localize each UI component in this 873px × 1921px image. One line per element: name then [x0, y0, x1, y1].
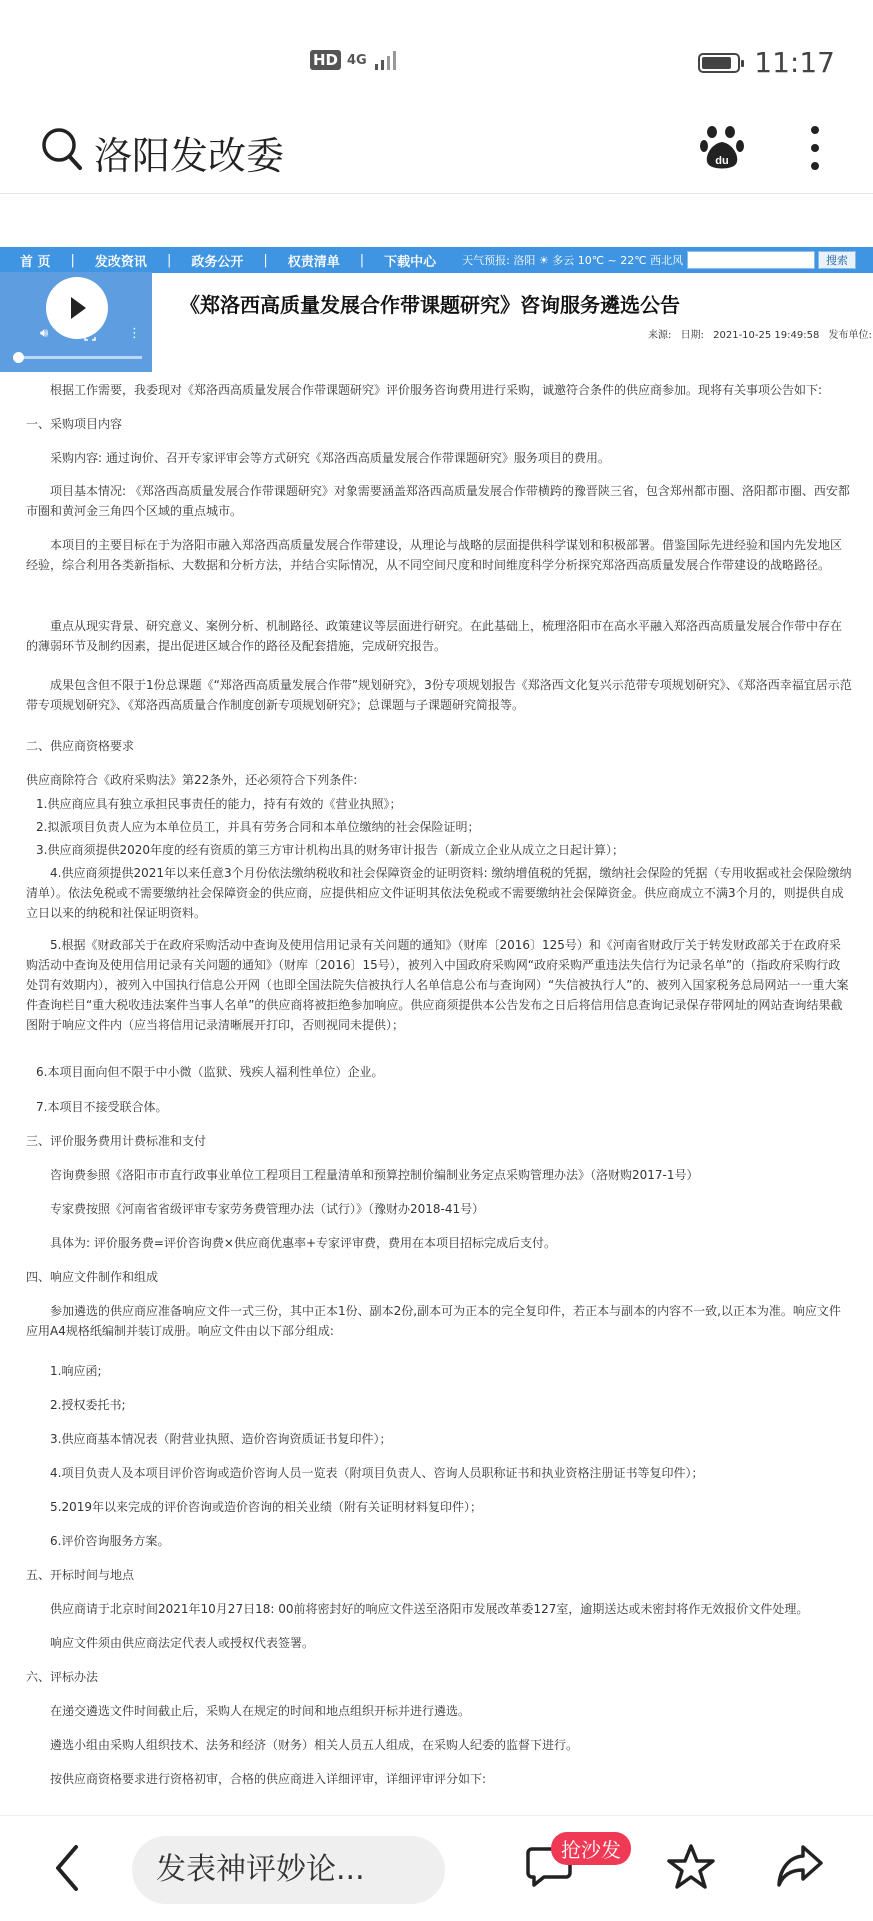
share-icon[interactable]: [775, 1843, 825, 1889]
site-nav-bar: [0, 247, 873, 273]
list-item: 7.本项目不接受联合体。: [36, 1100, 168, 1114]
list-item: 1.供应商应具有独立承担民事责任的能力，持有有效的《营业执照》；: [36, 797, 402, 811]
clock: 11:17: [754, 46, 835, 79]
list-item: 2.授权委托书;: [50, 1398, 126, 1412]
list-item: 3.供应商基本情况表（附营业执照、造价咨询资质证书复印件）；: [50, 1432, 392, 1446]
article-date: 2021-10-25 19:49:58: [713, 330, 820, 341]
paragraph: 具体为: 评价服务费=评价咨询费×供应商优惠率+专家评审费，费用在本项目招标完成后支付。: [50, 1236, 557, 1250]
comment-count-badge[interactable]: 抢沙发: [551, 1832, 631, 1865]
status-bar: [0, 0, 873, 118]
paragraph: 根据工作需要，我委现对《郑洛西高质量发展合作带课题研究》评价服务咨询费用进行采购，诚邀符合条件的供应商参加。现将有关事项公告如下:: [50, 383, 823, 397]
paragraph: 参加遴选的供应商应准备响应文件一式三份，其中正本1份、副本2份,副本可为正本的完全复印件，若正本与副本的内容不一致,以正本为准。响应文件应用A4规格纸编制并装订成册。响应文件由以下部分组成:: [26, 1304, 841, 1338]
search-query[interactable]: 洛阳发改委: [94, 134, 285, 178]
site-search-button[interactable]: 搜索: [818, 251, 856, 269]
fullscreen-icon[interactable]: [84, 329, 96, 341]
paragraph: 在递交遴选文件时间截止后，采购人在规定的时间和地点组织开标并进行遴选。: [50, 1704, 471, 1718]
player-more-icon[interactable]: ⋮: [128, 326, 141, 341]
date-label: 日期:: [680, 330, 704, 341]
paragraph: 响应文件须由供应商法定代表人或授权代表签署。: [50, 1636, 315, 1650]
paragraph: 供应商除符合《政府采购法》第22条外，还必须符合下列条件:: [26, 773, 358, 787]
weather-forecast: 天气预报: 洛阳 ☀ 多云 10℃ ~ 22℃ 西北风: [462, 254, 684, 267]
section-heading: 六、评标办法: [26, 1670, 99, 1684]
favorite-star-icon[interactable]: [666, 1843, 716, 1891]
section-heading: 三、评价服务费用计费标准和支付: [26, 1134, 207, 1148]
paragraph: 按供应商资格要求进行资格初审，合格的供应商进入详细评审，详细评审评分如下:: [50, 1772, 487, 1786]
publisher-label: 发布单位:: [828, 330, 872, 341]
nav-separator: |: [359, 252, 365, 268]
list-item: 4.供应商须提供2021年以来任意3个月份依法缴纳税收和社会保障资金的证明资料: 缴纳增值税的凭据，缴纳社会保险的凭据（专用收据或社会保险缴纳清单）。依法免税或不需要缴纳社会保障资金的供应商，应提供相应文件证明其依法免税或不需要缴纳社会保障资金。供应商成立不满3个月的，则提供自成立日以来的纳税和社保证明资料。: [26, 866, 852, 920]
nav-home[interactable]: 首 页: [20, 254, 51, 270]
volume-icon[interactable]: 🔊︎: [40, 326, 49, 341]
paragraph: 成果包含但不限于1份总课题《“郑洛西高质量发展合作带”规划研究》，3份专项规划报告《郑洛西文化复兴示范带专项规划研究》、《郑洛西幸福宜居示范带专项规划研究》、《郑洛西高质量合作制度创新专项规划研究》；总课题与子课题研究简报等。: [26, 678, 852, 712]
list-item: 6.评价咨询服务方案。: [50, 1534, 170, 1548]
svg-text:du: du: [715, 155, 729, 167]
article-meta: [648, 326, 873, 341]
list-item: 6.本项目面向但不限于中小微（监狱、残疾人福利性单位）企业。: [36, 1065, 384, 1079]
search-icon[interactable]: [40, 126, 84, 172]
battery-level: [702, 57, 731, 69]
baidu-paw-icon[interactable]: [700, 124, 744, 172]
section-heading: 四、响应文件制作和组成: [26, 1270, 159, 1284]
list-item: 3.供应商须提供2020年度的经有资质的第三方审计机构出具的财务审计报告（新成立企业从成立之日起计算）；: [36, 843, 624, 857]
hd-badge: HD: [310, 50, 341, 70]
article-title: 《郑洛西高质量发展合作带课题研究》咨询服务遴选公告: [180, 293, 680, 317]
player-progress-bar[interactable]: [18, 356, 142, 359]
list-item: 5.2019年以来完成的评价咨询或造价咨询的相关业绩（附有关证明材料复印件）；: [50, 1500, 482, 1514]
nav-power-list[interactable]: 权责清单: [287, 254, 340, 270]
back-arrow-icon[interactable]: [52, 1843, 82, 1893]
comment-input[interactable]: 发表神评妙论...: [132, 1836, 445, 1904]
list-item: 5.根据《财政部关于在政府采购活动中查询及使用信用记录有关问题的通知》（财库〔2016〕125号）和《河南省财政厅关于转发财政部关于在政府采购活动中查询及使用信用记录有关问题的通知》（财库〔2016〕15号），被列入中国政府采购网“政府采购严重违法失信行为记录名单”的（指政府采购行政处罚有效期内），被列入中国执行信息公开网（也即全国法院失信被执行人名单信息公布与查询网）“失信被执行人”的、被列入国家税务总局网站一一重大案件查询栏目“重大税收违法案件当事人名单”的供应商将被拒绝参加响应。供应商须提供本公告发布之日后将信用信息查询记录保存带网址的网站查询结果截图附于响应文件内（应当将信用记录清晰展开打印，否则视同未提供）；: [26, 938, 849, 1032]
audio-player: [0, 272, 152, 372]
paragraph: 遴选小组由采购人组织技术、法务和经济（财务）相关人员五人组成，在采购人纪委的监督下进行。: [50, 1738, 579, 1752]
list-item: 4.项目负责人及本项目评价咨询或造价咨询人员一览表（附项目负责人、咨询人员职称证书和执业资格注册证书等复印件）；: [50, 1466, 704, 1480]
battery-icon: [698, 53, 740, 73]
list-item: 2.拟派项目负责人应为本单位员工，并具有劳务合同和本单位缴纳的社会保险证明；: [36, 820, 480, 834]
nav-downloads[interactable]: 下载中心: [384, 254, 437, 270]
play-button[interactable]: [46, 277, 108, 339]
nav-separator: |: [166, 252, 172, 268]
paragraph: 重点从现实背景、研究意义、案例分析、机制路径、政策建议等层面进行研究。在此基础上，梳理洛阳市在高水平融入郑洛西高质量发展合作带中存在的薄弱环节及制约因素，提出促进区域合作的路径及配套措施，完成研究报告。: [26, 619, 843, 653]
nav-gov-affairs[interactable]: 政务公开: [191, 254, 244, 270]
paragraph: 供应商请于北京时间2021年10月27日18: 00前将密封好的响应文件送至洛阳市发展改革委127室，逾期送达或未密封将作无效报价文件处理。: [50, 1602, 809, 1616]
more-options-icon[interactable]: [808, 124, 822, 172]
paragraph: 项目基本情况: 《郑洛西高质量发展合作带课题研究》对象需要涵盖郑洛西高质量发展合作带横跨的豫晋陕三省，包含郑州都市圈、洛阳都市圈、西安都市圈和黄河金三角四个区域的重点城市。: [26, 484, 850, 518]
section-heading: 二、供应商资格要求: [26, 739, 135, 753]
signal-icon: [373, 48, 401, 72]
source-label: 来源:: [648, 330, 672, 341]
section-heading: 一、采购项目内容: [26, 417, 123, 431]
paragraph: 本项目的主要目标在于为洛阳市融入郑洛西高质量发展合作带建设，从理论与战略的层面提供科学谋划和积极部署。借鉴国际先进经验和国内先发地区经验，综合利用各类新指标、大数据和分析方法，并结合实际情况，从不同空间尺度和时间维度科学分析探究郑洛西高质量发展合作带建设的战略路径。: [26, 538, 843, 572]
network-indicator: [310, 48, 401, 72]
paragraph: 咨询费参照《洛阳市市直行政事业单位工程项目工程量清单和预算控制价编制业务定点采购管理办法》（洛财购2017-1号）: [50, 1168, 699, 1182]
paragraph: 采购内容: 通过询价、召开专家评审会等方式研究《郑洛西高质量发展合作带课题研究》服务项目的费用。: [50, 451, 610, 465]
player-progress-knob[interactable]: [13, 352, 24, 363]
network-type: 4G: [347, 52, 367, 68]
nav-separator: |: [263, 252, 268, 268]
nav-separator: |: [70, 252, 75, 268]
section-heading: 五、开标时间与地点: [26, 1568, 135, 1582]
site-search-input[interactable]: [687, 251, 815, 269]
list-item: 1.响应函;: [50, 1364, 102, 1378]
paragraph: 专家费按照《河南省省级评审专家劳务费管理办法（试行）》（豫财办2018-41号）: [50, 1202, 485, 1216]
nav-news[interactable]: 发改资讯: [94, 254, 147, 270]
